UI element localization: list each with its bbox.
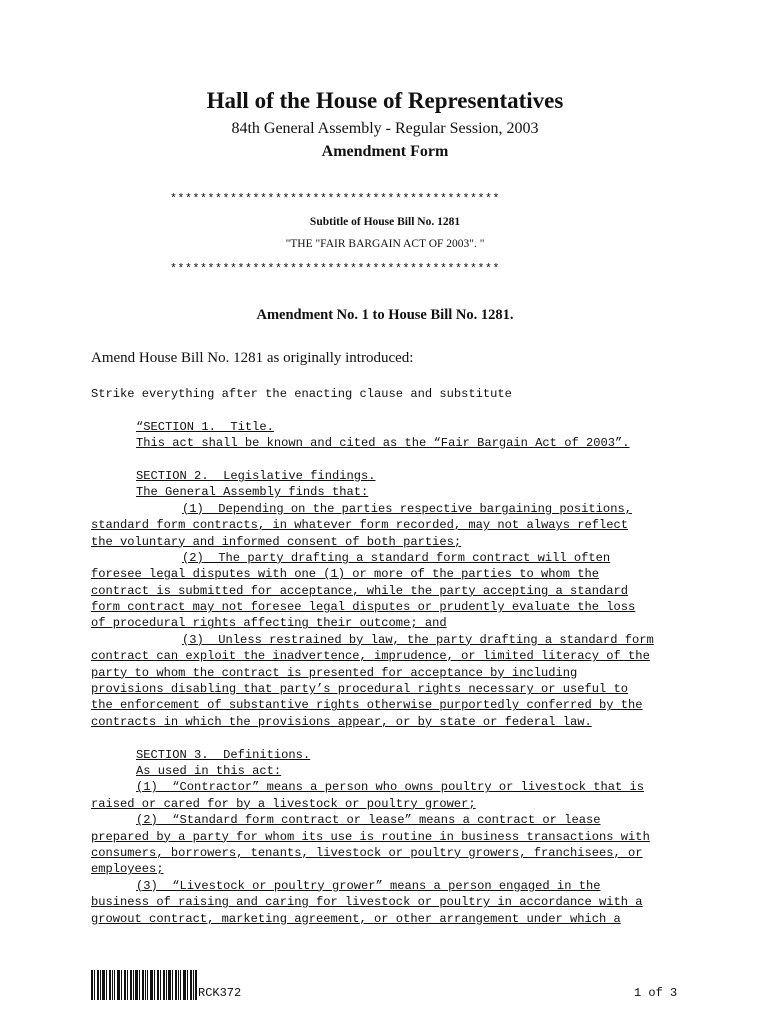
- body-line: the voluntary and informed consent of both parties;: [91, 534, 462, 549]
- blank-line: [91, 402, 691, 418]
- body-line: standard form contracts, in whatever form recorded, may not always reflect: [91, 518, 629, 533]
- page-number: 1 of 3: [634, 986, 678, 1000]
- body-line: (1) Depending on the parties respective bargaining positions,: [182, 501, 632, 516]
- body-line: of procedural rights affecting their outcome; and: [91, 616, 447, 631]
- body-line: consumers, borrowers, tenants, livestock or poultry growers, franchisees, or: [91, 845, 643, 860]
- star-divider-bottom: ********************************************: [170, 263, 501, 276]
- section-heading: SECTION 3. Definitions.: [136, 747, 311, 762]
- body-line: employees;: [91, 862, 164, 877]
- body-line: (3) Unless restrained by law, the party drafting a standard form: [182, 632, 654, 647]
- blank-line: [91, 452, 691, 468]
- body-line: contract is submitted for acceptance, while the party accepting a standard: [91, 583, 629, 598]
- subtitle-text: "THE "FAIR BARGAIN ACT OF 2003". ": [285, 238, 485, 250]
- section-heading: “SECTION 1. Title.: [136, 419, 274, 434]
- body-line: The General Assembly finds that:: [136, 485, 369, 500]
- body-line: As used in this act:: [136, 763, 282, 778]
- body-line: Strike everything after the enacting clause and substitute: [91, 387, 512, 401]
- body-line: contract can exploit the inadvertence, imprudence, or limited literacy of the: [91, 649, 650, 664]
- body-line: (1) “Contractor” means a person who owns poultry or livestock that is: [136, 780, 645, 795]
- section-heading: SECTION 2. Legislative findings.: [136, 468, 376, 483]
- body-line: contracts in which the provisions appear, or by state or federal law.: [91, 714, 592, 729]
- body-line: growout contract, marketing agreement, or other arrangement under which a: [91, 911, 621, 926]
- star-divider-top: ********************************************: [170, 193, 501, 206]
- body-line: (2) The party drafting a standard form contract will often: [182, 550, 611, 565]
- body-line: business of raising and caring for livestock or poultry in accordance with a: [91, 895, 643, 910]
- body-line: raised or cared for by a livestock or poultry grower;: [91, 796, 476, 811]
- body-line: foresee legal disputes with one (1) or more of the parties to whom the: [91, 567, 600, 582]
- body-line: (3) “Livestock or poultry grower” means a person engaged in the: [136, 878, 601, 893]
- body-line: form contract may not foresee legal disputes or prudently evaluate the loss: [91, 600, 636, 615]
- body-line: prepared by a party for whom its use is routine in business transactions with: [91, 829, 650, 844]
- form-name: Amendment Form: [321, 143, 449, 160]
- amendment-body: [91, 386, 691, 927]
- page-title: Hall of the House of Representatives: [206, 88, 564, 113]
- body-line: the enforcement of substantive rights otherwise purportedly conferred by the: [91, 698, 643, 713]
- intro-line: Amend House Bill No. 1281 as originally introduced:: [91, 350, 414, 366]
- amendment-title: Amendment No. 1 to House Bill No. 1281.: [256, 307, 514, 323]
- body-line: (2) “Standard form contract or lease” means a contract or lease: [136, 813, 601, 828]
- body-line: This act shall be known and cited as the “Fair Bargain Act of 2003”.: [136, 436, 630, 451]
- session-line: 84th General Assembly - Regular Session, 2003: [231, 120, 539, 137]
- document-code: RCK372: [198, 986, 242, 1000]
- body-line: provisions disabling that party’s procedural rights necessary or useful to: [91, 682, 629, 697]
- blank-line: [91, 730, 691, 746]
- body-line: [91, 419, 691, 435]
- body-line: party to whom the contract is presented for acceptance by including: [91, 665, 578, 680]
- barcode-image: [91, 970, 197, 1000]
- subtitle-label: Subtitle of House Bill No. 1281: [309, 216, 461, 228]
